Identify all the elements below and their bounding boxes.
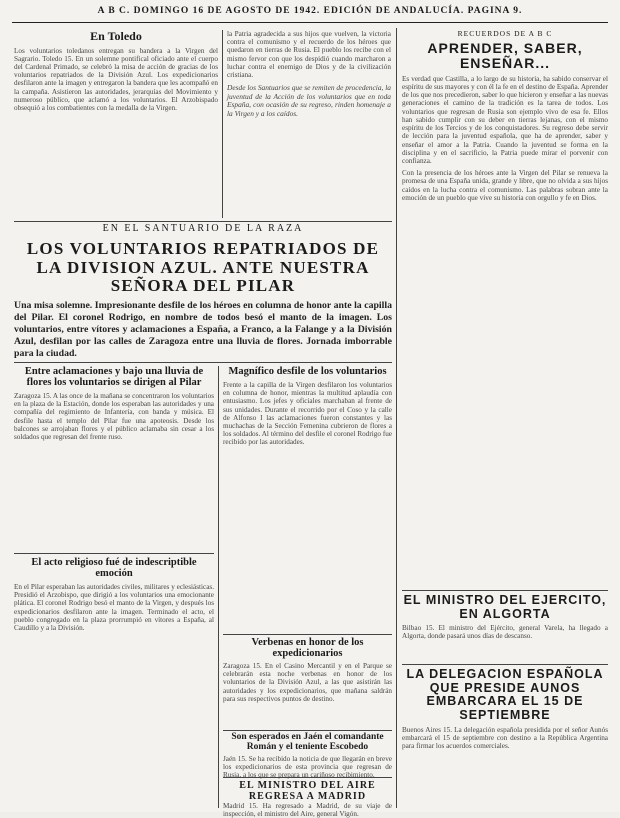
toledo-body: Los voluntarios toledanos entregan su bandera a la Virgen del Sagrario. Toledo 15. En un solemne pontifical oficiado ante el cuerpo del Cardenal Primado, se celebró la misa de acción de gracias de los voluntarios repatriados de la División Azul. Los expedicionarios desfilaron ante la imagen y entregaron la bandera que les acompañó en la campaña. Asistieron las autoridades, jerarquías del Movimiento y numeroso público, que aclamó a los voluntarios. El Arzobispado obsequió a los combatientes con la medalla de la Virgen. bbox=[14, 46, 218, 113]
top-middle-body: la Patria agradecida a sus hijos que vuelven, la victoria contra el comunismo y el recuerdo de los héroes que quedaron en tierras de Rusia. El pueblo los recibe con el mismo fervor con que los despidió cuando marcharon a luchar contra el enemigo de Dios y de la civilización cristiana. bbox=[227, 30, 391, 80]
headline-title: LOS VOLUNTARIOS REPATRIADOS DE LA DIVISION AZUL. ANTE NUESTRA SEÑORA DEL PILAR bbox=[26, 239, 380, 295]
toledo-heading: En Toledo bbox=[90, 29, 142, 43]
delegacion-article bbox=[402, 668, 608, 808]
aclamaciones-heading: Entre aclamaciones y bajo una lluvia de flores los voluntarios se dirigen al Pilar bbox=[24, 366, 204, 389]
top-middle-caption: Desde los Santuarios que se remiten de procedencia, la juventud de la Acción de los voluntarios que en toda España, con ocasión de su regreso, rinden homenaje a la Virgen y a los caídos. bbox=[227, 83, 391, 118]
aprender-article bbox=[402, 30, 608, 586]
verbenas-article bbox=[223, 637, 392, 729]
lead-text: Una misa solemne. Impresionante desfile de los héroes en columna de honor ante la capilla del Pilar. El coronel Rodrigo, en nombre de todos besó el manto de la imagen. Los voluntarios, entre vítores y aclamaciones a España, a Franco, a la Falange y a la División Azul, desfilan por las calles de Zaragoza entre una lluvia de flores. Jornada imborrable para la ciudad. bbox=[14, 300, 392, 359]
religioso-body: En el Pilar esperaban las autoridades civiles, militares y eclesiásticas. Presidió el Arzobispo, que dirigió a los voluntarios una emocionante plática. El coronel Rodrigo besó el manto de la Virgen, y después los expedicionarios desfilaron ante la imagen. Terminado el acto, el pueblo congregado en la plaza prorrumpió en vítores a España, al Caudillo y a la División. bbox=[14, 583, 214, 633]
delegacion-body: Buenos Aires 15. La delegación española presidida por el señor Aunós embarcará el 15 de septiembre con destino a la República Argentina para firmar los acuerdos comerciales. bbox=[402, 726, 608, 751]
delegacion-heading: LA DELEGACION ESPAÑOLA QUE PRESIDE AUNOS EMBARCARA EL 15 DE SEPTIEMBRE bbox=[406, 667, 604, 722]
verbenas-body: Zaragoza 15. En el Casino Mercantil y en el Parque se celebrarán esta noche verbenas en honor de los voluntarios de la División Azul, a las que asistirán las autoridades y los expedicionarios, que mañana saldrán para sus respectivos puntos de destino. bbox=[223, 662, 392, 703]
toledo-article bbox=[14, 30, 218, 218]
santuario-label bbox=[14, 224, 392, 238]
ministro-heading: EL MINISTRO DEL EJERCITO, EN ALGORTA bbox=[403, 593, 607, 621]
section-rule bbox=[223, 730, 392, 731]
religioso-heading: El acto religioso fué de indescriptible emoción bbox=[31, 557, 197, 580]
desfile-heading: Magnífico desfile de los voluntarios bbox=[228, 366, 387, 377]
aprender-body: Es verdad que Castilla, a lo largo de su historia, ha sabido conservar el espíritu de sus mayores y con él la fe en el destino de España. Aprender de los que nos precedieron, saber lo que hicieron y enseñar a las nuevas generaciones el camino de la tradición es la tarea de todos. Los voluntarios que regresan de Rusia son ejemplo vivo de esa fe. Ellos han sabido cumplir con su deber en tierras lejanas, con el mismo espíritu de los Tercios y de los conquistadores. Su regreso debe servir de lección para la juventud española, que ha de aprender, saber y enseñar el amor a la Patria. Cuando la juventud se forma en la disciplina y en el sacrificio, la Patria puede mirar el porvenir con confianza. bbox=[402, 74, 608, 165]
lead-paragraph bbox=[14, 300, 392, 360]
ministro-body: Bilbao 15. El ministro del Ejército, general Varela, ha llegado a Algorta, donde pasará unos días de descanso. bbox=[402, 624, 608, 641]
aire-heading: EL MINISTRO DEL AIRE REGRESA A MADRID bbox=[239, 780, 376, 802]
lead-rule bbox=[14, 362, 392, 363]
aire-article bbox=[223, 780, 392, 818]
page-header: A B C. DOMINGO 16 DE AGOSTO DE 1942. EDICIÓN DE ANDALUCÍA. PAGINA 9. bbox=[97, 6, 523, 16]
jaen-heading: Son esperados en Jaén el comandante Román y el teniente Escobedo bbox=[231, 732, 384, 752]
aprender-body-2: Con la presencia de los héroes ante la Virgen del Pilar se renueva la promesa de una España unida, grande y libre, que no olvida a sus hijos caídos en la lucha contra el comunismo. Las palabras sobran ante la emoción de un pueblo que vive su historia con orgullo y fe en Dios. bbox=[402, 169, 608, 202]
desfile-article bbox=[223, 366, 392, 632]
jaen-body: Jaén 15. Se ha recibido la noticia de que llegarán en breve los expedicionarios de esta provincia que regresan de Rusia, a los que se prepara un cariñoso recibimiento. bbox=[223, 754, 392, 780]
aclamaciones-body: Zaragoza 15. A las once de la mañana se concentraron los voluntarios en la plaza de la Estación, donde los esperaban las autoridades y una compañía del regimiento de Infantería, con banda y música. El desfile hasta el templo del Pilar fue una apoteosis. Desde los balcones se arrojaban flores y el público aclamaba sin cesar a los soldados que regresan del frente ruso. bbox=[14, 392, 214, 442]
aprender-heading: APRENDER, SABER, ENSEÑAR... bbox=[427, 39, 583, 71]
column-rule bbox=[218, 366, 219, 808]
section-rule bbox=[223, 634, 392, 635]
verbenas-heading: Verbenas en honor de los expedicionarios bbox=[251, 637, 364, 660]
main-headline bbox=[14, 240, 392, 296]
section-rule bbox=[402, 664, 608, 665]
section-rule bbox=[14, 553, 214, 554]
recuerdos-kicker: RECUERDOS DE A B C bbox=[457, 29, 553, 38]
header-rule bbox=[12, 22, 608, 23]
desfile-body: Frente a la capilla de la Virgen desfilaron los voluntarios en columna de honor, mientras la multitud aplaudía con entusiasmo. Los jefes y oficiales marchaban al frente de sus unidades. Durante el recorrido por el Coso y la calle de Alfonso I las aclamaciones fueron constantes y las muchachas de la Sección Femenina cubrieron de flores a los soldados. Al término del desfile el coronel Rodrigo fue recibido por las autoridades. bbox=[223, 381, 392, 447]
section-rule bbox=[223, 777, 392, 778]
top-middle-article bbox=[227, 30, 391, 218]
aclamaciones-article bbox=[14, 366, 214, 550]
santuario-text: EN EL SANTUARIO DE LA RAZA bbox=[102, 223, 304, 234]
column-rule bbox=[222, 30, 223, 218]
jaen-article bbox=[223, 732, 392, 780]
section-rule bbox=[402, 590, 608, 591]
aire-body: Madrid 15. Ha regresado a Madrid, de su viaje de inspección, el ministro del Aire, general Vigón. bbox=[223, 802, 392, 818]
religioso-article bbox=[14, 557, 214, 807]
santuario-rule bbox=[14, 221, 392, 222]
ministro-article bbox=[402, 594, 608, 660]
column-rule bbox=[396, 28, 397, 808]
